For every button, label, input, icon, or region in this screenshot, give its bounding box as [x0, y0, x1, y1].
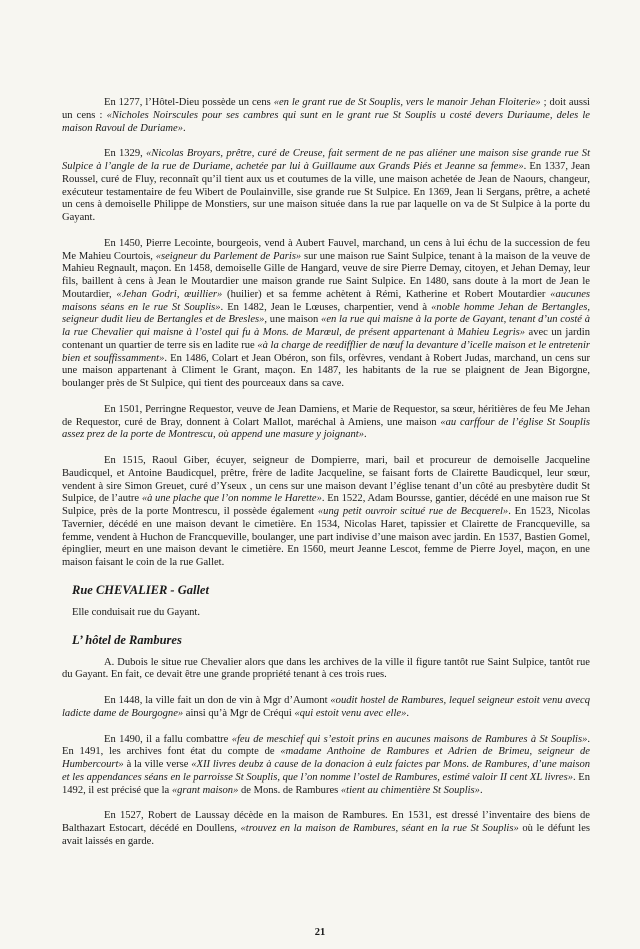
text-run: En 1277, l’Hôtel-Dieu possède un cens [104, 97, 274, 108]
quotation: «noble homme Jehan de Bertangles, seigneur dudit lieu de Bertangles et de Bresles» [62, 301, 590, 326]
text-run: En 1515, Raoul Giber, écuyer, seigneur de Dompierre, mari, bail et procureur de demoiselle Jacqueline Baudicquel, et Antoine Baudicquel, prêtre, frère de ladite Jacqueline, se faisant forts de Clairette Baudicquel, leur sœur, vendent à sire Simon Greuet, curé d’Yseux , un cens sur une maison devant l’église tenant d’un côté au presbytère dudit St Sulpice, de l’autre [62, 455, 590, 505]
quotation: «tient au chimentière St Souplis» [340, 784, 480, 796]
text-run: En 1448, la ville fait un don de vin à Mgr d’Aumont [104, 695, 331, 706]
page-number: 21 [314, 927, 326, 938]
quotation: «madame Anthoine de Rambures et Adrien de Brimeu, seigneur de Humbercourt» [62, 746, 590, 770]
paragraph-1450 [62, 238, 590, 391]
text-run: . En 1492, il est précisé que la [62, 771, 590, 796]
quotation: «Jehan Godri, œuillier» [116, 288, 223, 300]
quotation: «à une plache que l’on nomme le Harette» [141, 493, 322, 505]
quotation: «au carffour de l’église St Souplis assez prez de la porte de Montrescu, où append une masure y joignant» [62, 416, 590, 441]
quotation: «trouvez en la maison de Rambures, séant en la rue St Souplis» [240, 823, 519, 834]
text-run: En 1329, [104, 148, 147, 160]
section-heading-hotel-de-rambures: L’ hôtel de Rambures [72, 632, 182, 647]
quotation: «feu de meschief qui s’estoit prins en aucunes maisons de Rambures à St Souplis» [231, 733, 588, 745]
paragraph-1501 [62, 404, 590, 442]
text-run: . [364, 429, 367, 441]
paragraph-1448 [62, 695, 590, 721]
quotation: «oudit hostel de Rambures, lequel seigneur estoit venu avecq ladicte dame de Bourgogne» [62, 695, 590, 719]
text-run: ; doit aussi un cens : [62, 97, 590, 121]
text-run: . En 1337, Jean Roussel, curé de Fluy, reconnaît qu’il tient aux us et coutumes de la ville, une maison achetée de Jean de Naours, changeur, exécuteur testamentaire de feu Wibert de Poulainville, sise grande rue St Sulpice. En 1369, Jean li Sergans, prêtre, a acheté un cens à demoiselle Philippe de Monstiers, sur une maison située dans la rue par laquelle on va de St Sulpice à la porte du Gayant. [62, 161, 590, 223]
quotation: «ung petit ouvroir scitué rue de Becquerel» [317, 506, 509, 517]
paragraph-1277 [62, 97, 590, 135]
text-run: A. Dubois le situe rue Chevalier alors que dans les archives de la ville il figure tantôt rue Saint Sulpice, tantôt rue du Gayant. En fait, ce devait être une grande propriété tenant à ces trois rues. [62, 656, 590, 681]
text-run: ainsi qu’à Mgr de Créqui [183, 707, 295, 719]
text-run: . En 1491, les archives font état du compte de [62, 733, 590, 758]
text-run: , une maison [264, 314, 322, 326]
section-lead-rue-chevalier: Elle conduisait rue du Gayant. [72, 606, 200, 618]
text-run: En 1527, Robert de Laussay décède en la maison de Rambures. En 1531, est dressé l’inventaire des biens de Balthazart Estocart, décédé en Doullens, [62, 810, 590, 834]
quotation: «Nicholes Noirscules pour ses cambres qui sunt en le grant rue St Souplis u costé devers Duriaume, deles le maison Ravoul de Duriame» [62, 109, 590, 134]
text-run: . [406, 707, 409, 719]
section-heading-rue-chevalier: Rue CHEVALIER - Gallet [72, 582, 209, 597]
paragraph-1515 [62, 455, 590, 570]
text-run: avec un jardin contenant un quartier de terre sis en ladite rue [62, 327, 590, 351]
quotation: «qui estoit venu avec elle» [294, 707, 407, 719]
quotation: «Nicolas Broyars, prêtre, curé de Creuse, fait serment de ne pas aliéner une maison sise grande rue St Sulpice à l’angle de la rue de Duriame, achetée par lui à Guillaume aux Grands Piés et Jeanne sa femme» [62, 148, 590, 172]
paragraph-1527 [62, 810, 590, 848]
text-run: . En 1523, Nicolas Tavernier, décédé en une maison devant le cimetière. En 1534, Nicolas Haret, tapissier et Clairette de Francqueville, sa femme, vendent à Huchon de Francqueville, boulanger, une part indivise d’une maison avec jardin. En 1537, Bastien Gomel, épinglier, meurt en une maison devant le cimetière. En 1560, meurt Jeanne Lescot, femme de Pierre Joyel, maçon, en une maison faisant le coin de la rue Gallet. [62, 506, 590, 568]
text-run: . [182, 122, 186, 134]
text-run: à la ville verse [123, 759, 192, 770]
quotation: «en le grant rue de St Souplis, vers le manoir Jehan Floiterie» [273, 97, 541, 108]
paragraph-rambures-intro [62, 657, 590, 683]
text-run: . En 1482, Jean le Lœuses, charpentier, vend à [220, 301, 432, 313]
text-run: sur une maison rue Saint Sulpice, tenant à la maison de la veuve de Mahieu Regnault, maçon. En 1458, demoiselle Gille de Hangard, veuve de sire Pierre Demay, citoyen, et Jehan Demay, leur fils, baillent à cens à Jean le Moutardier une maison grande rue Saint Sulpice. En 1480, sans doute à la mort de Jean le Moutardier, [62, 250, 591, 300]
text-run: En 1490, il a fallu combattre [104, 733, 232, 745]
quotation: «XII livres deubz à cause de la donacion à eulz faictes par Mons. de Rambures, d’une maison et les appendances séans en le parroisse St Souplis, que l’on nomme l’ostel de Rambures, estimé valoir II cent XL livres» [62, 759, 590, 783]
text-run: (huilier) et sa femme achètent à Rémi, Katherine et Robert Moutardier [222, 288, 551, 300]
paragraph-1490 [62, 734, 590, 798]
quotation: «aucunes maisons séans en le rue St Souplis» [62, 288, 591, 313]
text-run: En 1501, Perringne Requestor, veuve de Jean Damiens, et Marie de Requestor, sa sœur, héritières de feu Me Jehan de Requestor, curé de Bray, donnent à Colart Mallot, maréchal à Amiens, une maison [62, 403, 590, 428]
text-run: de Mons. de Rambures [238, 784, 341, 796]
quotation: «grant maison» [171, 784, 239, 796]
text-run: . [479, 784, 483, 796]
text-run: En 1450, Pierre Lecointe, bourgeois, vend à Aubert Fauvel, marchand, un cens à lui échu de la succession de feu Me Mahieu Courtois, [62, 237, 590, 262]
quotation: «seigneur du Parlement de Paris» [155, 250, 302, 262]
text-column [62, 97, 590, 862]
text-run: . En 1486, Colart et Jean Obéron, son fils, orfèvres, vendant à Robert Judas, marchand, un cens sur une maison appartenant à Climent le Grant, maçon. En 1487, les habitants de la rue se plaignent de Jean Bigorgne, boulanger près de St Sulpice, qui tient des pourceaux dans sa cave. [62, 352, 590, 389]
quotation: «à la charge de reedifflier de nœuf la devanture d’icelle maison et le entretenir bien et souffissamment» [62, 339, 590, 364]
quotation: «en la rue qui maisne à la porte de Gayant, tenant d’un costé à la rue Chevalier qui maisne à l’ostel qui fu à Mons. de Marœul, de présent appartenant à Mahieu Legris» [62, 314, 590, 338]
paragraph-1329 [62, 148, 590, 225]
text-run: où le défunt les avait laissés en garde. [62, 823, 590, 847]
text-run: . En 1522, Adam Boursse, gantier, décédé en une maison rue St Sulpice, près de la porte Montrescu, il possède également [62, 493, 590, 517]
